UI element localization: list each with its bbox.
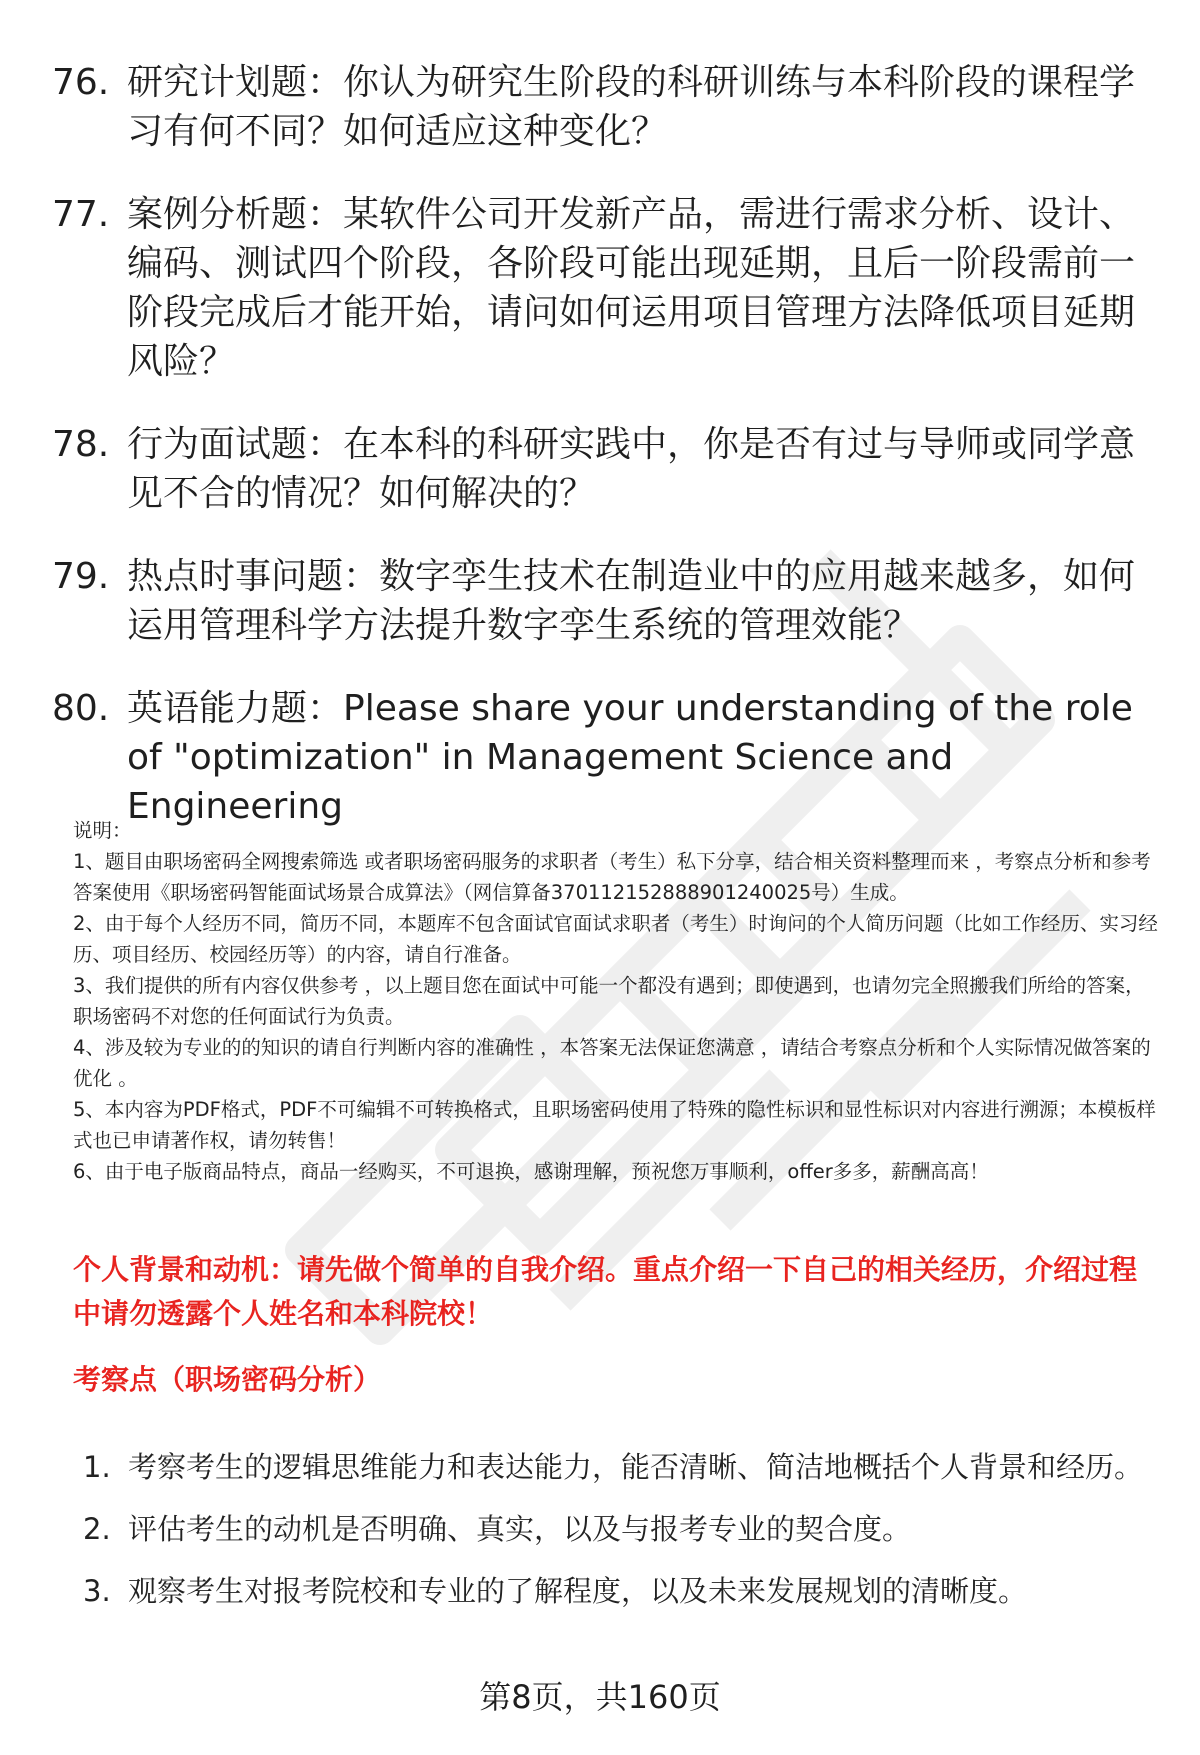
question-text: 热点时事问题：数字孪生技术在制造业中的应用越来越多，如何运用管理科学方法提升数字孪生系统的管理效能？ xyxy=(127,556,1136,646)
point-text: 考察考生的逻辑思维能力和表达能力，能否清晰、简洁地概括个人背景和经历。 xyxy=(128,1450,1144,1484)
notes-section xyxy=(73,815,1158,1187)
section-subtitle: 考察点（职场密码分析） xyxy=(73,1363,382,1396)
question-text: 案例分析题：某软件公司开发新产品，需进行需求分析、设计、编码、测试四个阶段，各阶段可能出现延期，且后一阶段需前一阶段完成后才能开始，请问如何运用项目管理方法降低项目延期风险？ xyxy=(127,194,1136,382)
question-number: 78. xyxy=(52,424,110,465)
question-text: 行为面试题：在本科的科研实践中，你是否有过与导师或同学意见不合的情况？如何解决的？ xyxy=(127,424,1136,514)
question-number: 80. xyxy=(52,688,110,729)
question-number: 79. xyxy=(52,556,110,597)
section-title: 个人背景和动机：请先做个简单的自我介绍。重点介绍一下自己的相关经历，介绍过程中请勿透露个人姓名和本科院校！ xyxy=(73,1253,1138,1330)
notes-heading: 说明： xyxy=(73,819,132,842)
point-number: 1. xyxy=(83,1450,111,1484)
point-text: 评估考生的动机是否明确、真实，以及与报考专业的契合度。 xyxy=(128,1512,912,1546)
point-text: 观察考生对报考院校和专业的了解程度，以及未来发展规划的清晰度。 xyxy=(128,1574,1028,1608)
note-item: 3、我们提供的所有内容仅供参考 ，以上题目您在面试中可能一个都没有遇到；即使遇到，也请勿完全照搬我们所给的答案，职场密码不对您的任何面试行为负责。 xyxy=(73,974,1145,1028)
question-item xyxy=(52,420,1152,518)
question-number: 77. xyxy=(52,194,110,235)
note-item: 2、由于每个人经历不同，简历不同，本题库不包含面试官面试求职者（考生）时询问的个人简历问题（比如工作经历、实习经历、项目经历、校园经历等）的内容，请自行准备。 xyxy=(73,912,1158,966)
question-item xyxy=(52,58,1152,156)
analysis-point xyxy=(83,1560,1143,1622)
question-list xyxy=(52,58,1152,865)
question-text: 英语能力题：Please share your understanding of the role of "optimization" in Management Science and Engineering xyxy=(127,688,1133,827)
note-item: 5、本内容为PDF格式，PDF不可编辑不可转换格式，且职场密码使用了特殊的隐性标识和显性标识对内容进行溯源；本模板样式也已申请著作权，请勿转售！ xyxy=(73,1098,1156,1152)
analysis-point xyxy=(83,1436,1143,1498)
point-number: 3. xyxy=(83,1574,111,1608)
note-item: 4、涉及较为专业的的知识的请自行判断内容的准确性 ，本答案无法保证您满意 ，请结合考察点分析和个人实际情况做答案的优化 。 xyxy=(73,1036,1151,1090)
point-number: 2. xyxy=(83,1512,111,1546)
note-item: 6、由于电子版商品特点，商品一经购买，不可退换，感谢理解，预祝您万事顺利，offer多多，薪酬高高！ xyxy=(73,1160,989,1183)
question-item xyxy=(52,190,1152,386)
analysis-point xyxy=(83,1498,1143,1560)
question-item xyxy=(52,684,1152,831)
analysis-points xyxy=(83,1436,1143,1622)
question-text: 研究计划题：你认为研究生阶段的科研训练与本科阶段的课程学习有何不同？如何适应这种变化？ xyxy=(127,62,1136,152)
page-number: 第8页，共160页 xyxy=(479,1678,721,1716)
note-item: 1、题目由职场密码全网搜索筛选 或者职场密码服务的求职者（考生）私下分享，结合相关资料整理而来 ，考察点分析和参考答案使用《职场密码智能面试场景合成算法》（网信算备370112152888901240025号）生成。 xyxy=(73,850,1151,904)
question-number: 76. xyxy=(52,62,110,103)
question-item xyxy=(52,552,1152,650)
